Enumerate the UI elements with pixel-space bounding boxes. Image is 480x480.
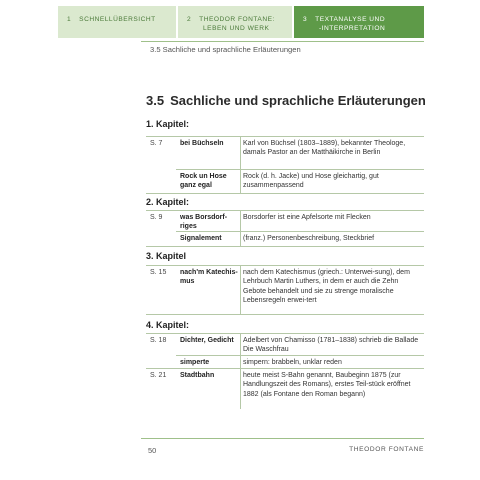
tab-label-line2: LEBEN UND WERK xyxy=(203,25,270,32)
table-row xyxy=(146,136,424,169)
footer-divider xyxy=(141,438,424,439)
tab-label-line2: -INTERPRETATION xyxy=(319,25,386,32)
page-ref: S. 15 xyxy=(150,269,167,276)
term: Rock un Hose ganz egal xyxy=(180,173,227,190)
section-number: 3.5 xyxy=(146,93,165,108)
explanation: simpern: brabbeln, unklar reden xyxy=(243,359,342,366)
table-row xyxy=(146,368,424,409)
explanation: Borsdorfer ist eine Apfelsorte mit Flecken xyxy=(243,214,371,221)
term: Signalement xyxy=(180,235,222,242)
term: bei Büchseln xyxy=(180,140,224,147)
term: nach'm Katechis-mus xyxy=(180,269,238,286)
term: Dichter, Gedicht xyxy=(180,337,234,344)
tab-label: SCHNELLÜBERSICHT xyxy=(79,16,156,23)
explanation: heute meist S-Bahn genannt, Baubeginn 1875 (zur Handlungszeit des Romans), erstes Teil-stück eröffnet 1882 (als Fontane den Roman begann) xyxy=(243,372,411,398)
tab-label: THEODOR FONTANE: xyxy=(199,16,275,23)
explanation: nach dem Katechismus (griech.: Unterwei-sung), dem Lehrbuch Martin Luthers, in dem er auch die Zehn Gebote behandelt und sie zu strenge moralische Lebensregeln erwei-tert xyxy=(243,269,410,305)
table-row xyxy=(146,355,424,368)
section-title-text: Sachliche und sprachliche Erläuterungen xyxy=(170,93,426,108)
chapter-heading: 2. Kapitel: xyxy=(146,197,190,207)
breadcrumb: 3.5 Sachliche und sprachliche Erläuterungen xyxy=(150,45,301,54)
term: was Borsdorf-riges xyxy=(180,214,228,231)
table-row xyxy=(146,231,424,247)
page-ref: S. 18 xyxy=(150,337,167,344)
page-number: 50 xyxy=(148,446,157,455)
running-title: THEODOR FONTANE xyxy=(349,446,424,453)
tab-textanalyse[interactable] xyxy=(294,6,424,38)
table-row xyxy=(146,210,424,231)
header-divider xyxy=(141,41,424,42)
section-title xyxy=(146,93,426,108)
chapter-tabs xyxy=(58,6,424,38)
table-row xyxy=(146,169,424,194)
tab-number: 1 xyxy=(67,16,72,23)
term: simperte xyxy=(180,359,210,366)
tab-number: 3 xyxy=(303,16,308,23)
page-ref: S. 7 xyxy=(150,140,163,147)
page-ref: S. 9 xyxy=(150,214,163,221)
explanation: Karl von Büchsel (1803–1889), bekannter Theologe, damals Pastor an der Matthäikirche in Berlin xyxy=(243,140,406,157)
table-row xyxy=(146,333,424,355)
term: Stadtbahn xyxy=(180,372,215,379)
tab-leben-und-werk[interactable] xyxy=(178,6,294,38)
tab-schnelluebersicht[interactable] xyxy=(58,6,178,38)
page-ref: S. 21 xyxy=(150,372,167,379)
explanation: Rock (d. h. Jacke) und Hose gleichartig, gut zusammenpassend xyxy=(243,173,379,190)
tab-label: TEXTANALYSE UND xyxy=(315,16,386,23)
tab-number: 2 xyxy=(187,16,192,23)
explanation: Adelbert von Chamisso (1781–1838) schrieb die Ballade Die Waschfrau xyxy=(243,337,419,354)
explanation: (franz.) Personenbeschreibung, Steckbrief xyxy=(243,235,375,242)
chapter-heading: 4. Kapitel: xyxy=(146,320,190,330)
chapter-heading: 1. Kapitel: xyxy=(146,119,190,129)
chapter-heading: 3. Kapitel xyxy=(146,251,187,261)
table-row xyxy=(146,265,424,315)
